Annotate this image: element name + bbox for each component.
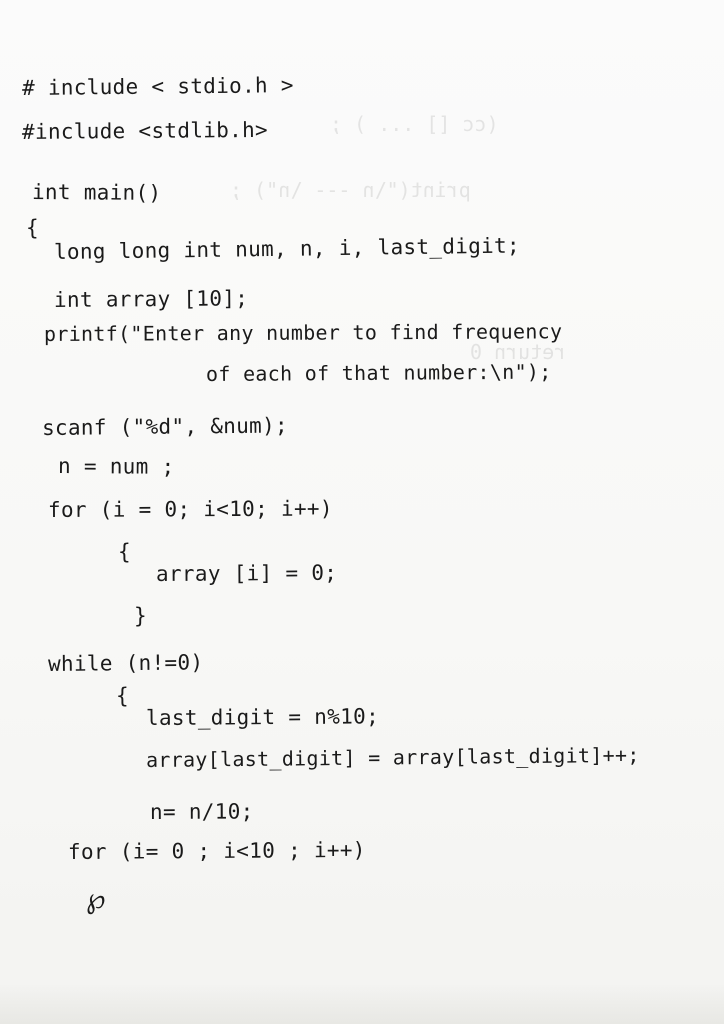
code-line-for-init: for (i = 0; i<10; i++) <box>47 496 333 522</box>
code-line-for-close-brace: } <box>134 604 147 628</box>
bleed-through-mark: return 0 <box>470 340 567 364</box>
code-line-for-open-brace: { <box>118 540 131 564</box>
code-line-include-stdio: # include < stdio.h > <box>21 73 294 100</box>
code-line-array-reset: array [i] = 0; <box>155 560 338 586</box>
code-line-assign-n: n = num ; <box>57 454 175 479</box>
bleed-through-mark: print("\n --- \n") ; <box>230 178 471 202</box>
code-line-main: int main() <box>31 180 162 205</box>
code-line-scanf: scanf ("%d", &num); <box>41 413 289 440</box>
code-line-open-brace: { <box>26 216 39 240</box>
code-line-printf-continued: of each of that number:\n"); <box>205 359 552 386</box>
code-line-while-open-brace: { <box>116 684 129 708</box>
code-line-for-print: for (i= 0 ; i<10 ; i++) <box>67 837 366 864</box>
code-line-divide-n: n= n/10; <box>149 799 254 824</box>
code-line-declarations: long long int num, n, i, last_digit; <box>53 233 521 264</box>
bleed-through-mark: (cc [] ... ) ; <box>330 112 499 136</box>
code-line-last-digit: last_digit = n%10; <box>145 704 380 730</box>
code-line-array-increment: array[last_digit] = array[last_digit]++; <box>145 742 640 772</box>
code-line-array-declaration: int array [10]; <box>53 286 249 312</box>
code-line-while: while (n!=0) <box>47 650 204 676</box>
scribble-mark: ℘ <box>86 882 106 915</box>
code-line-printf: printf("Enter any number to find frequency <box>43 319 563 346</box>
code-line-include-stdlib: #include <stdlib.h> <box>21 117 269 144</box>
